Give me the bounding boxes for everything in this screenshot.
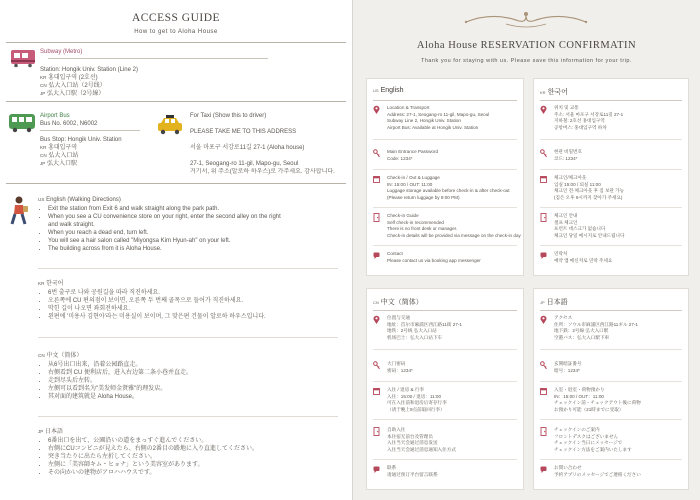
divider xyxy=(48,58,268,59)
list-item: • 走到尽头后左转。 xyxy=(48,377,353,385)
taxi-label: For Taxi (Show this to driver) xyxy=(190,113,267,119)
location-pin-icon xyxy=(373,105,380,114)
calendar-icon xyxy=(540,175,547,184)
divider xyxy=(540,245,682,246)
list-item: • You will see a hair salon called "Miyongsa Kim Hyun-ah" on your left. xyxy=(48,237,353,245)
list-item: • Exit the station from Exit 6 and walk straight along the park path. xyxy=(48,205,353,213)
list-item: • その向かいの建物がアロハハウスです。 xyxy=(48,469,353,477)
card-japanese: JP 日本語 アクセス 住所：ソウル市麻浦区西江路11ギル 27-1 地下鉄：2号線 弘大入口駅 空港バス：弘大入口駅下車 玄関暗証番号 暗号：1234* 入室・退室・荷物預かり IN：15:00 / OUT：11:00 チェックイン前・チェックアウト後に荷物 お預かり可能（21時までに受取） チェックインのご案内 フロントデスクはございません チェックイン当日にメッセージで チェックイン方法をご案内いたします お問い合わせ 予約アプリのメッセージでご連絡ください xyxy=(533,288,689,490)
location-pin-icon xyxy=(373,315,380,324)
card-korean: KR 한국어 위치 및 교통 주소: 서울 마포구 서강로11길 27-1 지하철: 2호선 홍대입구역 공항버스: 홍대입구역 하차 현관 비밀번호 코드: 1234* 체크인/체크아웃 입실 15:00 / 퇴실 11:00 체크인 전·체크아웃 후 짐 보관 가능 (짐은 오후 9시까지 찾아가 주세요) 체크인 안내 셀프 체크인 프런트 데스크가 없습니다 체크인 당일 메시지로 안내드립니다 연락처 예약 앱 메신저로 연락 주세요 xyxy=(533,78,689,276)
door-icon xyxy=(540,427,547,436)
calendar-icon xyxy=(373,175,380,184)
taxi-icon xyxy=(156,114,184,136)
divider xyxy=(540,381,682,382)
subway-icon xyxy=(10,48,36,68)
divider xyxy=(373,245,517,246)
access-guide-subtitle: How to get to Aloha House xyxy=(134,29,218,35)
list-item: • 右側にCUコンビニが見えたら、右側の2番目の路地に入り直進してください。 xyxy=(48,445,353,453)
list-item: and walk straight. xyxy=(48,222,95,228)
list-item: • When you reach a dead end, turn left. xyxy=(48,229,353,237)
divider xyxy=(373,459,517,460)
reservation-confirmation-page xyxy=(353,0,700,500)
key-icon xyxy=(373,361,380,370)
list-item: • 6番出口を出て、公園沿いの道をまっすぐ進んでください。 xyxy=(48,437,353,445)
taxi-kr-line: 거기서, 위 주소(알로하 하우스)로 가주세요. 감사합니다. xyxy=(190,169,335,175)
divider xyxy=(540,310,682,311)
door-icon xyxy=(373,427,380,436)
divider xyxy=(38,268,338,269)
divider xyxy=(373,139,517,140)
directions-jp-list xyxy=(38,437,353,477)
card-heading: US English xyxy=(373,87,404,94)
divider xyxy=(540,139,682,140)
walking-person-icon xyxy=(8,196,30,226)
card-chinese: CN 中文（简体） 位置与交通 地址：首尔市麻浦区西江路11街 27-1 地铁：2号线 弘大入口站 机场巴士：弘大入口站下车 大门密码 密码：1234* 入住 / 退房 & 行李 入住：15:00 / 退房：11:00 可在入住前和退房后寄存行李 （请于晚上9点前取回行李） 自助入住 本住宿无前台及管理员 入住当天会通过消息发送 入住当天会通过消息通知入住方式 联系 请通过预订平台留言联系 xyxy=(366,288,524,490)
divider xyxy=(373,100,517,101)
card-heading: KR 한국어 xyxy=(540,89,568,96)
list-item: • 막힌 길이 나오면 좌회전하세요. xyxy=(48,305,353,313)
location-pin-icon xyxy=(540,105,547,114)
list-item: • 从6号出口出来，沿着公园路直走。 xyxy=(48,361,353,369)
key-icon xyxy=(373,149,380,158)
directions-en-list xyxy=(38,205,353,253)
list-item: • 左側に「美容師キム・ヒョナ」という美容室があります。 xyxy=(48,461,353,469)
bus-jp: JP 弘大入口駅 xyxy=(40,161,78,167)
taxi-en-address: 27-1, Seogang-ro 11-gil, Mapo-gu, Seoul xyxy=(190,161,299,167)
directions-cn-heading: CN 中文（简体） xyxy=(38,353,83,359)
ornament-icon xyxy=(461,8,591,30)
divider xyxy=(6,183,346,184)
bus-label: Airport Bus xyxy=(40,113,70,119)
list-item: • 右侧看到 CU 便利店后，进入右边第二条小巷并直走。 xyxy=(48,369,353,377)
calendar-icon xyxy=(373,387,380,396)
bus-icon xyxy=(8,112,36,134)
divider xyxy=(540,207,682,208)
message-icon xyxy=(540,465,547,474)
divider xyxy=(540,169,682,170)
card-heading: CN 中文（简体） xyxy=(373,299,423,306)
list-item: • 其对面的建筑就是 Aloha House。 xyxy=(48,393,353,401)
divider xyxy=(373,207,517,208)
bus-stop: Bus Stop: Hongik Univ. Station xyxy=(40,137,122,143)
subway-jp: JP 弘大入口駅（2号線） xyxy=(40,91,105,97)
divider xyxy=(6,42,346,43)
list-item: • 오른쪽에 CU 편의점이 보이면, 오른쪽 두 번째 골목으로 들어가 직진하세요. xyxy=(48,297,353,305)
card-heading: JP 日本語 xyxy=(540,299,568,306)
divider xyxy=(373,419,517,420)
divider xyxy=(38,337,338,338)
divider xyxy=(373,169,517,170)
list-item: • When you see a CU convenience store on your right, enter the second alley on the right xyxy=(48,213,353,221)
list-item: • 왼편에 '미용사 김현아'라는 미용실이 보이며, 그 맞은편 건물이 알로하 하우스입니다. xyxy=(48,313,353,321)
divider xyxy=(540,419,682,420)
divider xyxy=(540,459,682,460)
subway-cn: CN 弘大入口站（2号线） xyxy=(40,83,106,89)
message-icon xyxy=(540,251,547,260)
taxi-kr-address: 서울 마포구 서강로11길 27-1 (Aloha house) xyxy=(190,145,305,151)
divider xyxy=(540,349,682,350)
divider xyxy=(38,416,338,417)
access-guide-title: ACCESS GUIDE xyxy=(131,12,221,24)
message-icon xyxy=(373,465,380,474)
divider xyxy=(373,349,517,350)
key-icon xyxy=(540,361,547,370)
divider xyxy=(40,130,140,131)
calendar-icon xyxy=(540,387,547,396)
divider xyxy=(373,381,517,382)
list-item: • 突き当たりに出たら左折してください。 xyxy=(48,453,353,461)
bus-kr: KR 홍대입구역 xyxy=(40,145,78,151)
reservation-subtitle: Thank you for staying with us. Please save this information for your trip. xyxy=(421,58,632,64)
list-item: • The building across from it is Aloha House. xyxy=(48,245,353,253)
divider xyxy=(540,100,682,101)
directions-en-heading: US English (Walking Directions) xyxy=(38,197,121,203)
reservation-title: Aloha House RESERVATION CONFIRMATIN xyxy=(416,40,637,51)
divider xyxy=(6,101,346,102)
directions-kr-heading: KR 한국어 xyxy=(38,281,64,287)
directions-cn-list xyxy=(38,361,353,401)
subway-label: Subway (Metro) xyxy=(40,49,83,55)
door-icon xyxy=(540,213,547,222)
bus-cn: CN 弘大入口站 xyxy=(40,153,79,159)
directions-jp-heading: JP 日本語 xyxy=(38,429,64,435)
card-english: US English Location & Transport Address: 27-1, Seogang-ro 11-gil, Mapo-gu, Seoul Subway Line 2, Hongik Univ. Station Airport Bus: Available at Hongik Univ. Station Main Entrance Password Code: 1234* Check-in / Out & Luggage IN: 15:00 / OUT: 11:00 Luggage storage available before check-in & after check-out (Please return luggage by 9:00 PM) Check-in Guide Self check-in recommended There is no front desk or manager. Check-in details will be provided via message on the check-in day Contact Please contact us via booking app messenger xyxy=(366,78,524,276)
list-item: • 左侧可以看到名为"美发师金贤雅"的理发店。 xyxy=(48,385,353,393)
bus-number: Bus No. 6002, N6002 xyxy=(40,121,98,127)
taxi-line1: PLEASE TAKE ME TO THIS ADDRESS xyxy=(190,129,297,135)
key-icon xyxy=(540,149,547,158)
door-icon xyxy=(373,213,380,222)
subway-kr: KR 홍대입구역 (2호선) xyxy=(40,75,98,81)
directions-kr-list xyxy=(38,289,353,321)
message-icon xyxy=(373,251,380,260)
subway-station: Station: Hongik Univ. Station (Line 2) xyxy=(40,67,138,73)
list-item: • 6번 출구로 나와 공원길을 따라 직진하세요. xyxy=(48,289,353,297)
divider xyxy=(373,310,517,311)
location-pin-icon xyxy=(540,315,547,324)
